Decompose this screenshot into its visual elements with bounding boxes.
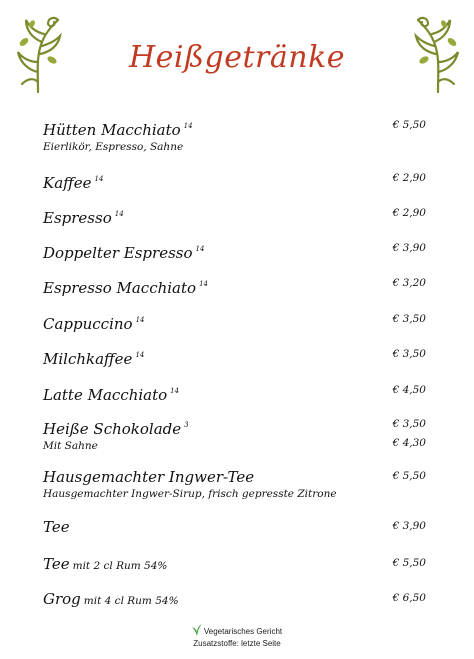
menu-item	[43, 382, 426, 404]
additive-number: 14	[135, 316, 145, 324]
additive-number: 14	[114, 210, 124, 218]
item-price: € 3,90	[392, 242, 426, 254]
menu-item	[43, 240, 426, 262]
item-price: € 3,20	[392, 277, 426, 289]
item-price: € 3,50	[392, 313, 426, 325]
item-extra: mit 2 cl Rum 54%	[72, 560, 168, 572]
item-price: € 2,90	[392, 207, 426, 219]
item-name-line	[43, 382, 426, 404]
menu-item	[43, 170, 426, 192]
vegetarian-legend	[0, 624, 474, 638]
item-name-line	[43, 117, 426, 139]
item-name-line	[43, 311, 426, 333]
additive-number: 14	[170, 387, 180, 395]
item-description: Mit Sahne	[43, 440, 98, 452]
item-description: Hausgemachter Ingwer-Sirup, frisch gepresste Zitrone	[43, 488, 337, 500]
additive-number: 14	[135, 351, 145, 359]
vegetarian-label: Vegetarisches Gericht	[203, 627, 283, 636]
item-price: € 5,50	[392, 557, 426, 569]
menu-item	[43, 275, 426, 297]
item-price: € 5,50	[392, 119, 426, 131]
item-price: € 2,90	[392, 172, 426, 184]
item-price: € 5,50	[392, 470, 426, 482]
menu-item	[43, 518, 426, 536]
item-name-line	[43, 346, 426, 368]
item-name: Heiße Schokolade	[43, 420, 182, 438]
additive-number: 3	[184, 421, 189, 429]
item-name-line	[43, 170, 426, 192]
item-name-line	[43, 518, 426, 536]
menu-item	[43, 555, 426, 575]
vegetarian-leaf-icon	[192, 624, 202, 636]
page-title: Heißgetränke	[128, 40, 346, 75]
item-name: Hausgemachter Ingwer-Tee	[43, 468, 255, 486]
item-name-line	[43, 416, 426, 438]
menu-item	[43, 590, 426, 610]
item-name: Latte Macchiato	[43, 386, 168, 404]
item-price: € 3,90	[392, 520, 426, 532]
item-price: € 4,50	[392, 384, 426, 396]
additive-number: 14	[195, 245, 205, 253]
item-name: Espresso	[43, 209, 112, 227]
menu-item	[43, 468, 426, 501]
footer	[0, 624, 474, 650]
item-price-secondary: € 4,30	[392, 437, 426, 449]
item-name-line	[43, 590, 426, 610]
item-name-line	[43, 468, 426, 486]
additive-number: 14	[199, 280, 208, 288]
menu-item	[43, 311, 426, 333]
menu-item	[43, 117, 426, 154]
item-name: Milchkaffee	[43, 350, 133, 368]
item-name: Espresso Macchiato	[43, 279, 197, 297]
item-price: € 3,50	[392, 418, 426, 430]
item-name: Hütten Macchiato	[43, 121, 181, 139]
item-price: € 3,50	[392, 348, 426, 360]
item-name: Tee	[43, 555, 70, 573]
item-name: Kaffee	[43, 174, 92, 192]
item-extra: mit 4 cl Rum 54%	[83, 595, 179, 607]
item-description: Eierlikör, Espresso, Sahne	[43, 141, 184, 153]
item-name: Cappuccino	[43, 315, 133, 333]
item-name-line	[43, 205, 426, 227]
additive-number: 14	[94, 175, 104, 183]
additive-number: 14	[183, 122, 193, 130]
menu-item	[43, 205, 426, 227]
menu-item	[43, 416, 426, 453]
menu-item	[43, 346, 426, 368]
item-name-line	[43, 240, 426, 262]
additives-note: Zusatzstoffe: letzte Seite	[193, 639, 281, 648]
item-name-line	[43, 555, 426, 575]
item-name-line	[43, 275, 426, 297]
item-name: Grog	[43, 590, 81, 608]
item-name: Tee	[43, 518, 70, 536]
item-name: Doppelter Espresso	[43, 244, 193, 262]
item-price: € 6,50	[392, 592, 426, 604]
